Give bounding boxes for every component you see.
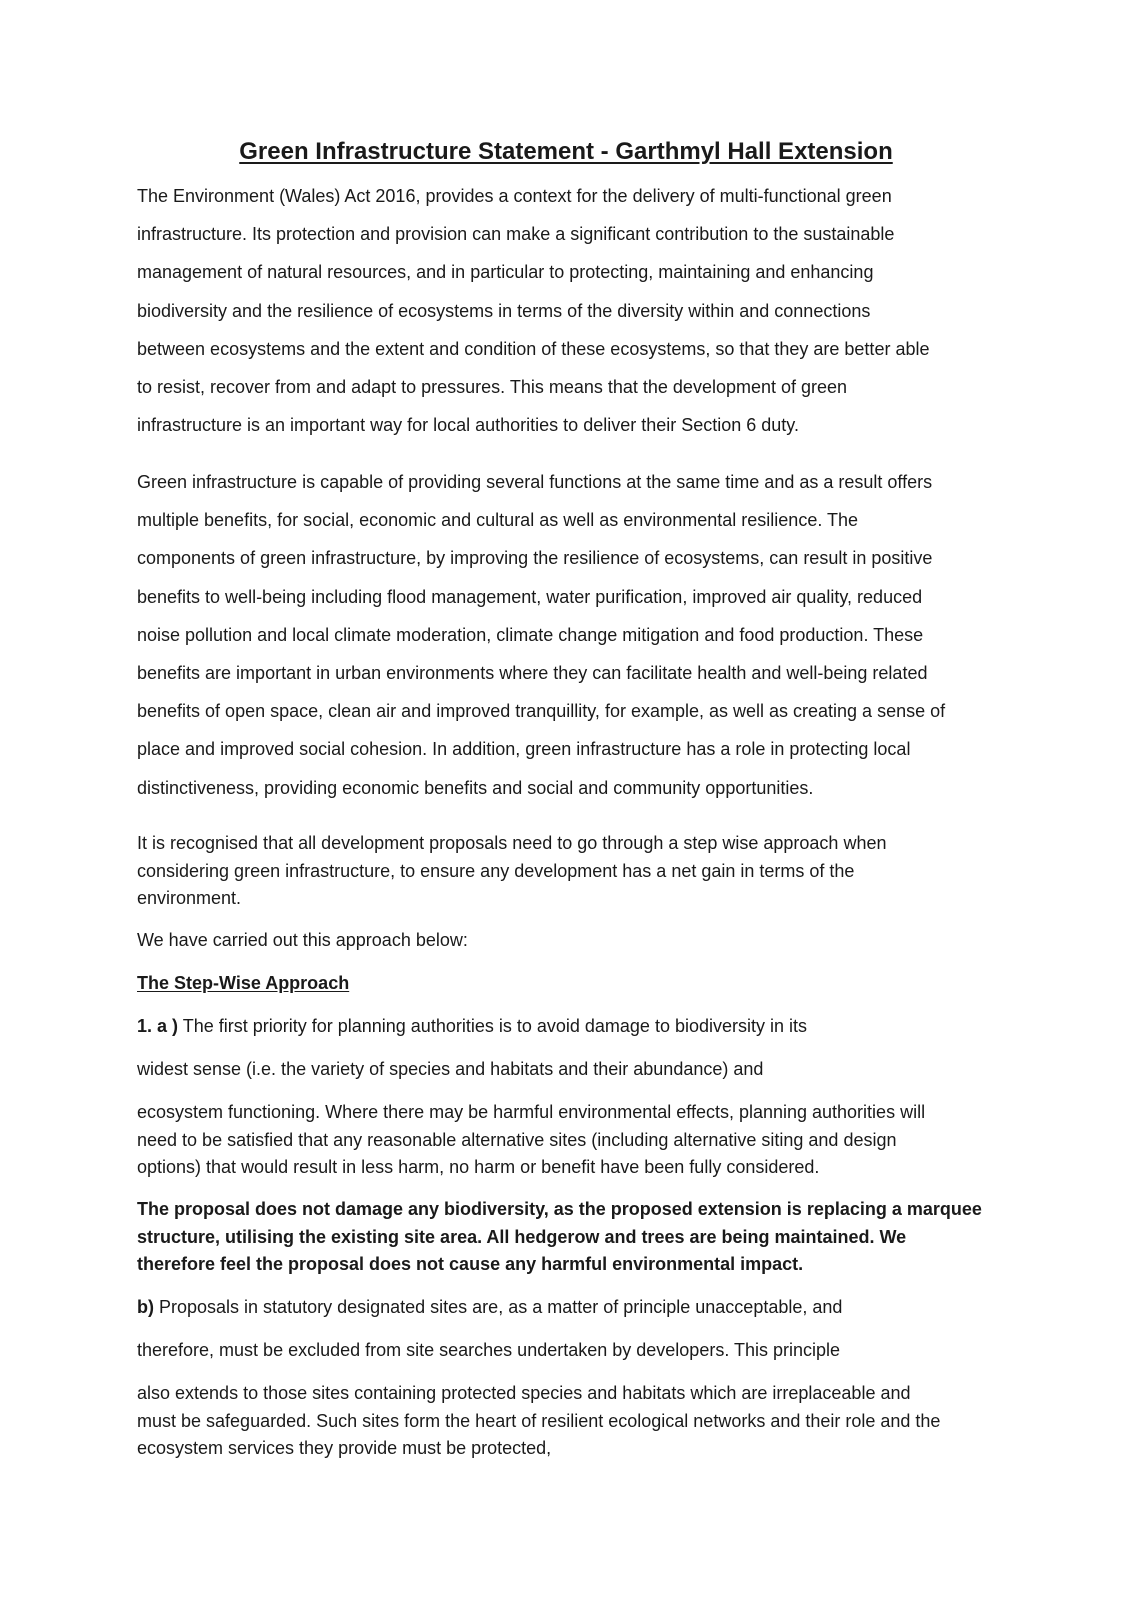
text-line: also extends to those sites containing protected species and habitats which are irreplaceable and (137, 1383, 911, 1403)
item-text: The first priority for planning authorities is to avoid damage to biodiversity in its (178, 1016, 808, 1036)
text-line: structure, utilising the existing site area. All hedgerow and trees are being maintained. We (137, 1226, 907, 1247)
text-line: considering green infrastructure, to ensure any development has a net gain in terms of the (137, 860, 855, 881)
text-line: components of green infrastructure, by improving the resilience of ecosystems, can result in positive (137, 548, 933, 569)
item-b-line-1 (137, 1294, 842, 1320)
text-line: multiple benefits, for social, economic and cultural as well as environmental resilience. The (137, 510, 859, 531)
paragraph-green-infrastructure-benefits (137, 463, 945, 807)
item-a-continuation (137, 1099, 925, 1182)
text-line: The proposal does not damage any biodiversity, as the proposed extension is replacing a marquee (137, 1199, 982, 1219)
text-line: management of natural resources, and in particular to protecting, maintaining and enhancing (137, 262, 874, 283)
text-line: benefits to well-being including flood management, water purification, improved air quality, reduced (137, 586, 923, 607)
section-heading: The Step-Wise Approach (137, 973, 350, 993)
text-line: need to be satisfied that any reasonable alternative sites (including alternative siting and design (137, 1129, 897, 1150)
text-line: options) that would result in less harm, no harm or benefit have been fully considered. (137, 1157, 820, 1177)
text-line: to resist, recover from and adapt to pressures. This means that the development of green (137, 376, 848, 397)
text-line: Green infrastructure is capable of providing several functions at the same time and as a result offers (137, 472, 933, 492)
text-line: between ecosystems and the extent and condition of these ecosystems, so that they are better able (137, 338, 930, 359)
document-title: Green Infrastructure Statement - Garthmyl Hall Extension (239, 138, 893, 165)
text-line: It is recognised that all development proposals need to go through a step wise approach when (137, 833, 887, 853)
item-a-line-1 (137, 1013, 807, 1039)
text-line: benefits are important in urban environments where they can facilitate health and well-being related (137, 662, 928, 683)
text-line: environment. (137, 888, 242, 908)
item-a-line-2 (137, 1056, 763, 1082)
text-line: The Environment (Wales) Act 2016, provides a context for the delivery of multi-functional green (137, 186, 892, 206)
item-label: b) (137, 1297, 154, 1317)
text-line: infrastructure. Its protection and provision can make a significant contribution to the sustainable (137, 224, 895, 245)
paragraph-step-wise-intro (137, 830, 886, 913)
text-line: infrastructure is an important way for local authorities to deliver their Section 6 duty. (137, 415, 799, 436)
item-b-continuation (137, 1380, 940, 1463)
text-line: widest sense (i.e. the variety of species and habitats and their abundance) and (137, 1059, 764, 1079)
text-line: ecosystem functioning. Where there may be harmful environmental effects, planning authorities will (137, 1102, 926, 1122)
text-line: therefore feel the proposal does not cause any harmful environmental impact. (137, 1254, 804, 1274)
step-wise-heading (137, 970, 349, 996)
text-line: must be safeguarded. Such sites form the heart of resilient ecological networks and their role and the (137, 1410, 941, 1431)
text-line: noise pollution and local climate moderation, climate change mitigation and food production. These (137, 624, 924, 645)
text-line: therefore, must be excluded from site searches undertaken by developers. This principle (137, 1340, 841, 1360)
response-a-bold (137, 1196, 982, 1279)
item-label: 1. a ) (137, 1016, 179, 1036)
item-b-line-2 (137, 1337, 840, 1363)
text-line: benefits of open space, clean air and improved tranquillity, for example, as well as creating a sense of (137, 701, 946, 722)
text-line: distinctiveness, providing economic benefits and social and community opportunities. (137, 777, 814, 798)
text-line: biodiversity and the resilience of ecosystems in terms of the diversity within and connections (137, 300, 871, 321)
text-line: ecosystem services they provide must be protected, (137, 1438, 552, 1458)
paragraph-approach-below (137, 927, 468, 953)
text-line: place and improved social cohesion. In addition, green infrastructure has a role in protecting local (137, 739, 911, 760)
text-line: We have carried out this approach below: (137, 930, 468, 950)
paragraph-environment-act (137, 177, 929, 444)
item-text: Proposals in statutory designated sites are, as a matter of principle unacceptable, and (154, 1297, 843, 1317)
